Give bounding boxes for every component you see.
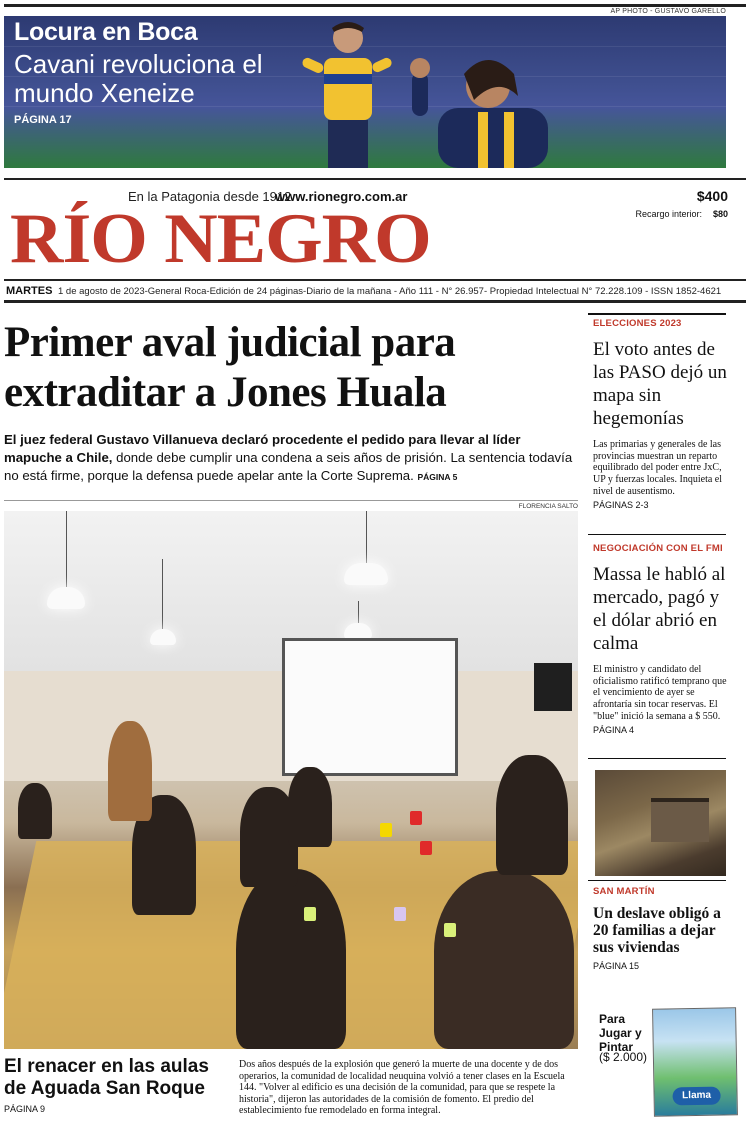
sidebar-kicker: SAN MARTÍN <box>593 886 655 897</box>
landslide-photo[interactable] <box>595 770 726 876</box>
coloring-book-cover[interactable] <box>652 1007 738 1116</box>
masthead-url[interactable]: www.rionegro.com.ar <box>275 189 408 204</box>
banner-photo-credit: AP PHOTO - GUSTAVO GARELLO <box>610 8 726 15</box>
newspaper-logo[interactable]: RÍO NEGRO <box>10 199 431 279</box>
sidebar-headline[interactable]: El voto antes de las PASO dejó un mapa sin hegemonías <box>593 339 727 429</box>
top-rule <box>4 4 746 7</box>
banner-kicker: Locura en Boca <box>14 18 198 46</box>
sidebar-page-ref: PÁGINAS 2-3 <box>593 500 649 510</box>
sidebar-body: Las primarias y generales de las provincias muestran un reparto equilibrado del poder entre JxC, UP y fuerzas locales. Inquieta el nivel de ausentismo. <box>593 439 723 497</box>
sidebar-headline[interactable]: Massa le habló al mercado, pagó y el dólar abrió en calma <box>593 564 726 654</box>
cover-price: $400 <box>696 188 728 204</box>
edition-line: 1 de agosto de 2023-General Roca-Edición de 24 páginas-Diario de la mañana - Año 111 - N° 26.957- Propiedad Intelectual N° 72.228.109 - ISSN 1852-4621 <box>58 286 722 297</box>
sidebar-page-ref: PÁGINA 15 <box>593 961 640 971</box>
masthead-rule-mid <box>4 279 746 281</box>
lead-headline[interactable]: Primer aval judicial para extraditar a Jones Huala <box>4 319 456 416</box>
sidebar-body: El ministro y candidato del oficialismo ratificó temprano que el vencimiento de ayer se afrontaría sin tocar reservas. El "blue" inició la semana a $ 550. <box>593 664 727 722</box>
lead-rule <box>4 500 578 501</box>
promo-title: Para Jugar y Pintar <box>599 1012 642 1054</box>
sidebar-kicker: ELECCIONES 2023 <box>593 318 682 329</box>
sidebar-rule <box>588 758 726 759</box>
masthead-tagline: En la Patagonia desde 1912 <box>128 189 292 204</box>
surcharge-value: $80 <box>712 209 728 219</box>
promo-price: ($ 2.000) <box>599 1050 648 1064</box>
promo-book-label: Llama <box>672 1087 720 1106</box>
bottom-headline[interactable]: El renacer en las aulas de Aguada San Roque <box>4 1056 209 1099</box>
classroom-photo[interactable] <box>4 511 578 1049</box>
lead-deck-bold: El juez federal Gustavo Villanueva declaró procedente el pedido para llevar al líder mapuche a Chile, <box>4 432 521 465</box>
lead-page-ref: PÁGINA 5 <box>417 472 458 482</box>
photo-credit: FLORENCIA SALTO <box>518 503 578 510</box>
bottom-body: Dos años después de la explosión que generó la muerte de una docente y de dos operarios, la comunidad de localidad neuquina volvió a tener clases en la Escuela 144. "Volver al edificio es una decisión de la comunidad, para que se respete la historia", dijeron las autoridades de la comisión de fomento. El predio del establecimiento fue remodelado en forma integral. <box>239 1059 565 1117</box>
lead-deck <box>4 431 578 486</box>
sidebar-kicker: NEGOCIACIÓN CON EL FMI <box>593 543 723 554</box>
sidebar-rule <box>588 534 726 535</box>
surcharge-label: Recargo interior: <box>635 209 702 219</box>
players-illustration <box>288 16 588 168</box>
lead-deck-text: donde debe cumplir una condena a seis años de prisión. La sentencia todavía no está firme, porque la defensa puede apelar ante la Corte Suprema. <box>4 450 573 483</box>
masthead-rule-bottom <box>4 300 746 303</box>
sidebar-headline[interactable]: Un deslave obligó a 20 familias a dejar sus viviendas <box>593 905 721 956</box>
edition-day: MARTES <box>6 285 53 297</box>
sidebar-rule <box>588 880 726 881</box>
masthead-rule-top <box>4 178 746 180</box>
banner-page-ref: PÁGINA 17 <box>14 114 72 126</box>
bottom-page-ref: PÁGINA 9 <box>4 1104 46 1114</box>
sidebar-page-ref: PÁGINA 4 <box>593 725 635 735</box>
banner-headline[interactable]: Cavani revoluciona el mundo Xeneize <box>14 49 263 108</box>
sidebar-rule <box>588 313 726 315</box>
